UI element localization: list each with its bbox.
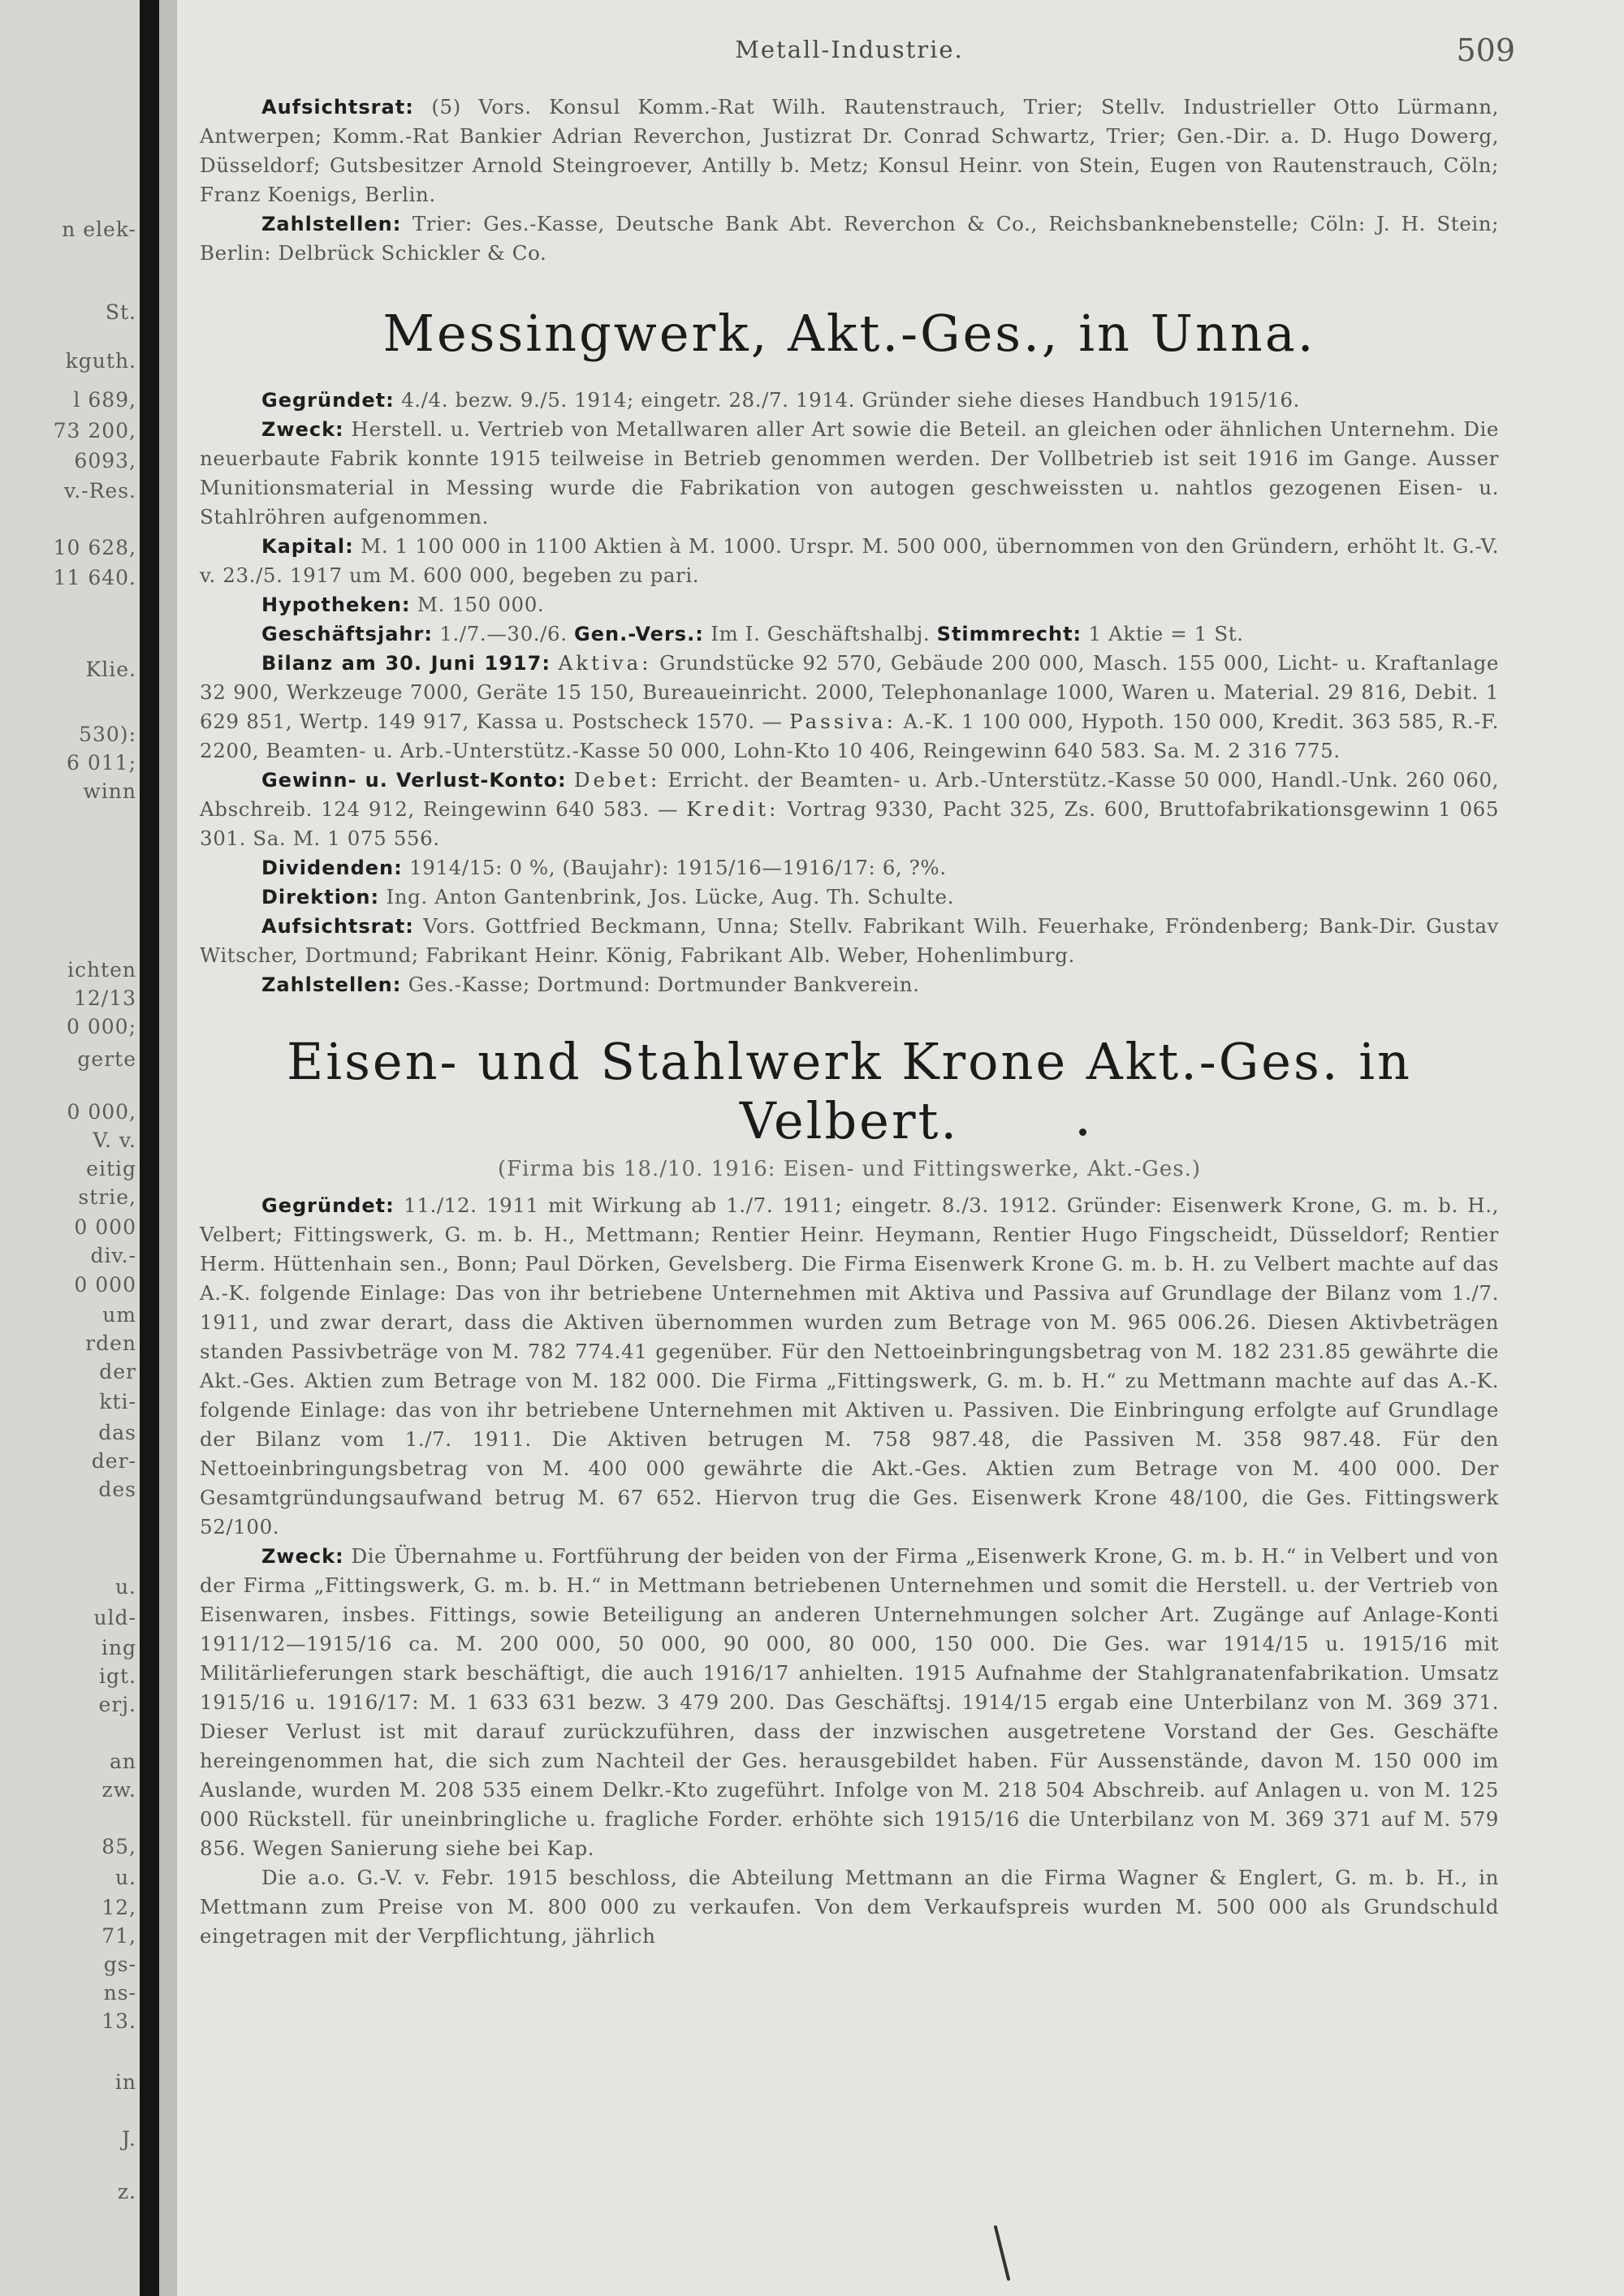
company-heading-krone: Eisen- und Stahlwerk Krone Akt.-Ges. in Velbert. [287,1032,1412,1150]
debit-label: Debet: [573,768,661,792]
page-content [200,32,1515,1951]
paragraph-text: 1 Aktie = 1 St. [1088,622,1244,645]
paragraph-text: (5) Vors. Konsul Komm.-Rat Wilh. Rautenstrauch, Trier; Stellv. Industrieller Otto Lürmann, Antwerpen; Komm.-Rat Bankier Adrian Reverchon, Justizrat Dr. Conrad Schwartz, Trier; Gen.-Dir. a. D. Hugo Dowerg, Düsseldorf; Gutsbesitzer Arnold Steingroever, Antilly b. Metz; Konsul Heinr. von Stein, Eugen von Rautenstrauch, Cöln; Franz Koenigs, Berlin. [200,95,1500,206]
left-page-text-fragment: igt. [99,1664,136,1688]
left-page-text-fragment: des [98,1478,136,1501]
company-entry-krone [200,1191,1499,1951]
left-page-strip [0,0,140,2296]
print-dot-mark [1079,1129,1086,1136]
paragraph-text: Im I. Geschäftshalbj. [710,622,931,645]
paragraph-label: Zweck: [261,418,344,441]
paragraph-label: Dividenden: [261,857,403,879]
paragraph-label: Gewinn- u. Verlust-Konto: [261,769,567,792]
left-page-text-fragment: 12, [102,1896,136,1919]
left-page-text-fragment: rden [85,1331,136,1355]
paragraph-text: Die a.o. G.-V. v. Febr. 1915 beschloss, die Abteilung Mettmann an die Firma Wagner & Englert, G. m. b. H., in Mettmann zum Preise von M. 800 000 zu verkaufen. Von dem Verkaufspreis wurden M. 500 000 als Grundschuld eingetragen mit der Verpflichtung, jährlich [200,1866,1499,1948]
dividends-paragraph [200,853,1499,883]
left-page-text-fragment: 10 628, [53,536,136,559]
left-page-text-fragment: 0 000 [74,1273,136,1297]
left-page-text-fragment: 11 640. [53,566,136,589]
left-page-text-fragment: gs- [103,1953,136,1976]
paragraph-label: Stimmrecht: [936,623,1082,645]
left-page-text-fragment: eitig [86,1157,136,1180]
paragraph-text: Herstell. u. Vertrieb von Metallwaren aller Art sowie die Beteil. an gleichen oder ähnlichen Unternehm. Die neuerbaute Fabrik konnte 1915 teilweise in Betrieb genommen werden. Der Vollbetrieb ist seit 1916 im Gange. Ausser Munitionsmaterial in Messing wurde die Fabrikation von autogen geschweissten u. nahtlos gezogenen Eisen- u. Stahlröhren aufgenommen. [200,417,1500,529]
paying-agents-paragraph [200,970,1499,999]
left-page-text-fragment: 13. [102,2009,136,2033]
page-number: 509 [1456,32,1515,68]
left-page-text-fragment: l 689, [73,388,136,412]
paragraph-text: Grundstücke 92 570, Gebäude 200 000, Masch. 155 000, Licht- u. Kraftanlage 32 900, Werkzeuge 7000, Geräte 15 150, Bureaueinricht. 2000, Telephonanlage 1000, Waren u. Material. 29 816, Debit. 1 629 851, Wertp. 149 917, Kassa u. Postscheck 1570. — [200,651,1499,733]
paragraph-label: Kapital: [261,535,354,558]
left-page-text-fragment: div.- [90,1244,136,1267]
paragraph-text: Vortrag 9330, Pacht 325, Zs. 600, Bruttofabrikationsgewinn 1 065 301. Sa. M. 1 075 556. [200,797,1500,850]
left-page-text-fragment: Klie. [85,658,136,681]
left-page-text-fragment: kti- [99,1390,136,1413]
left-page-text-fragment: u. [114,1575,136,1599]
left-page-text-fragment: an [109,1750,136,1773]
prev-entry-supervisory-board [200,93,1499,209]
paragraph-label: Gegründet: [261,389,395,412]
left-page-text-fragment: strie, [78,1185,136,1209]
balance-sheet-paragraph [200,649,1499,766]
page-edge-mark [994,2225,1011,2281]
paragraph-label: Aufsichtsrat: [261,915,414,938]
paragraph-text: Erricht. der Beamten- u. Arb.-Unterstütz.-Kasse 50 000, Handl.-Unk. 260 060, Abschreib. 124 912, Reingewinn 640 583. — [200,768,1500,821]
left-page-text-fragment: der [99,1360,136,1383]
paragraph-label: Geschäftsjahr: [261,623,433,645]
paragraph-text: 4./4. bezw. 9./5. 1914; eingetr. 28./7. 1914. Gründer siehe dieses Handbuch 1915/16. [401,388,1300,412]
left-page-text-fragment: das [98,1421,136,1444]
left-page-text-fragment: J. [121,2127,136,2151]
left-page-text-fragment: ichten [67,958,136,982]
paragraph-label: Zweck: [261,1545,344,1568]
paragraph-text: M. 1 100 000 in 1100 Aktien à M. 1000. Urspr. M. 500 000, übernommen von den Gründern, erhöht lt. G.-V. v. 23./5. 1917 um M. 600 000, begeben zu pari. [200,534,1499,587]
purpose-paragraph [200,1542,1499,1863]
page-gutter [159,0,177,2296]
paragraph-label: Zahlstellen: [261,213,402,235]
paragraph-text: 11./12. 1911 mit Wirkung ab 1./7. 1911; eingetr. 8./3. 1912. Gründer: Eisenwerk Krone, G. m. b. H., Velbert; Fittingswerk, G. m. b. H., Mettmann; Rentier Heinr. Heymann, Rentier Hugo Fingscheidt, Düsseldorf; Rentier Herm. Hüttenhain sen., Bonn; Paul Dörken, Gevelsberg. Die Firma Eisenwerk Krone G. m. b. H. zu Velbert machte auf das A.-K. folgende Einlage: Das von ihr betriebene Unternehmen mit Aktiva und Passiva auf Grundlage der Bilanz vom 1./7. 1911, und zwar derart, dass die Aktiven übernommen wurden zum Betrage von M. 965 006.26. Diesen Aktivbeträgen standen Passivbeträge von M. 782 774.41 gegenüber. Für den Nettoeinbringungsbetrag von M. 182 231.85 gewährte die Akt.-Ges. Aktien zum Betrage von M. 182 000. Die Firma „Fittingswerk, G. m. b. H.“ zu Mettmann machte auf das A.-K. folgende Einlage: das von ihr betriebene Unternehmen mit Aktiven u. Passiven. Die Einbringung erfolgte auf Grundlage der Bilanz vom 1./7. 1911. Die Aktiven betrugen M. 758 987.48, die Passiven M. 358 987.48. Für den Nettoeinbringungsbetrag von M. 400 000 gewährte die Akt.-Ges. Aktien zum Betrage von M. 400 000. Der Gesamtgründungsaufwand betrug M. 67 652. Hiervon trug die Ges. Eisenwerk Krone 48/100, die Ges. Fittingswerk 52/100. [200,1193,1499,1539]
management-paragraph [200,883,1499,912]
left-page-text-fragment: kguth. [65,349,136,373]
founded-paragraph [200,1191,1499,1542]
paragraph-label: Hypotheken: [261,593,411,616]
paragraph-label: Bilanz am 30. Juni 1917: [261,652,551,675]
left-page-text-fragment: 0 000 [74,1215,136,1239]
running-title: Metall-Industrie. [735,36,964,63]
left-page-text-fragment: St. [105,300,136,324]
paragraph-text: Vors. Gottfried Beckmann, Unna; Stellv. Fabrikant Wilh. Feuerhake, Fröndenberg; Bank-Dir. Gustav Witscher, Dortmund; Fabrikant Heinr. König, Fabrikant Alb. Weber, Hohenlimburg. [200,914,1499,967]
paragraph-label: Gen.-Vers.: [574,623,704,645]
left-page-text-fragment: der- [91,1449,136,1473]
founded-paragraph [200,386,1499,415]
paragraph-label: Direktion: [261,886,380,908]
paragraph-text: M. 150 000. [417,593,545,616]
left-page-text-fragment: 12/13 [73,986,136,1010]
left-page-text-fragment: 0 000; [67,1015,136,1038]
left-page-text-fragment: V. v. [93,1129,136,1152]
left-page-text-fragment: n elek- [62,218,136,241]
mortgages-paragraph [200,590,1499,619]
left-page-text-fragment: erj. [98,1693,136,1716]
liabilities-label: Passiva: [789,710,896,733]
credit-label: Kredit: [686,797,780,821]
left-page-text-fragment: v.-Res. [64,479,136,503]
paragraph-text: 1./7.—30./6. [439,622,568,645]
assets-label: Aktiva: [558,651,652,675]
left-page-text-fragment: u. [114,1866,136,1889]
paragraph-label: Gegründet: [261,1194,395,1217]
left-page-text-fragment: 73 200, [53,419,136,442]
left-page-text-fragment: 85, [102,1835,136,1858]
left-page-text-fragment: 71, [102,1924,136,1948]
fiscal-year-paragraph [200,619,1499,649]
profit-loss-paragraph [200,766,1499,853]
paragraph-text: Ing. Anton Gantenbrink, Jos. Lücke, Aug. Th. Schulte. [386,885,955,908]
paragraph-text: A.-K. 1 100 000, Hypoth. 150 000, Kredit. 363 585, R.-F. 2200, Beamten- u. Arb.-Unterstütz.-Kasse 50 000, Lohn-Kto 10 406, Reingewinn 640 583. Sa. M. 2 316 775. [200,710,1499,762]
left-page-text-fragment: 6 011; [67,751,136,775]
paragraph-text: Ges.-Kasse; Dortmund: Dortmunder Bankverein. [408,973,920,996]
paragraph-label: Aufsichtsrat: [261,96,414,119]
left-page-text-fragment: ns- [103,1981,136,2005]
left-page-text-fragment: zw. [102,1778,136,1802]
paragraph-label: Zahlstellen: [261,973,402,996]
left-page-text-fragment: winn [83,779,136,803]
running-header [200,32,1515,71]
left-page-text-fragment: in [114,2070,136,2094]
book-spine [140,0,159,2296]
company-heading-messingwerk: Messingwerk, Akt.-Ges., in Unna. [382,304,1316,363]
supervisory-board-paragraph [200,912,1499,970]
paragraph-text: 1914/15: 0 %, (Baujahr): 1915/16—1916/17: 6, ?%. [409,856,947,879]
prev-entry-paying-agents [200,209,1499,268]
left-page-text-fragment: 6093, [74,449,136,473]
former-firm-name-note: (Firma bis 18./10. 1916: Eisen- und Fittingswerke, Akt.-Ges.) [497,1157,1202,1181]
left-page-text-fragment: gerte [77,1047,136,1071]
document-page [177,0,1624,2296]
left-page-text-fragment: ing [101,1636,136,1659]
left-page-text-fragment: uld- [93,1606,136,1629]
left-page-text-fragment: 0 000, [67,1100,136,1124]
left-page-text-fragment: z. [117,2180,136,2203]
sale-paragraph [200,1863,1499,1951]
left-page-text-fragment: um [102,1303,136,1327]
capital-paragraph [200,532,1499,590]
purpose-paragraph [200,415,1499,532]
paragraph-text: Trier: Ges.-Kasse, Deutsche Bank Abt. Reverchon & Co., Reichsbanknebenstelle; Cöln: J. H. Stein; Berlin: Delbrück Schickler & Co. [200,212,1499,265]
paragraph-text: Die Übernahme u. Fortführung der beiden von der Firma „Eisenwerk Krone, G. m. b. H.“ in Velbert und von der Firma „Fittingswerk, G. m. b. H.“ in Mettmann betriebenen Unternehmen und somit die Herstell. u. der Vertrieb von Eisenwaren, insbes. Fittings, sowie Beteiligung an anderen Unternehmungen solcher Art. Zugänge auf Anlage-Konti 1911/12—1915/16 ca. M. 200 000, 50 000, 90 000, 80 000, 150 000. Die Ges. war 1914/15 u. 1915/16 mit Militärlieferungen stark beschäftigt, die auch 1916/17 anhielten. 1915 Aufnahme der Stahlgranatenfabrikation. Umsatz 1915/16 u. 1916/17: M. 1 633 631 bezw. 3 479 200. Das Geschäftsj. 1914/15 ergab eine Unterbilanz von M. 369 371. Dieser Verlust ist mit darauf zurückzuführen, dass der inzwischen ausgetretene Vorstand der Ges. Geschäfte hereingenommen hat, die sich zum Nachteil der Ges. herausgebildet haben. Für Aussenstände, davon M. 150 000 im Auslande, wurden M. 208 535 einem Delkr.-Kto zugeführt. Infolge von M. 218 504 Abschreib. auf Anlagen u. von M. 125 000 Rückstell. für uneinbringliche u. fragliche Forder. erhöhte sich 1915/16 die Unterbilanz von M. 369 371 auf M. 579 856. Wegen Sanierung siehe bei Kap. [200,1544,1500,1860]
left-page-text-fragment: 530): [79,723,136,746]
company-entry-messingwerk [200,386,1499,999]
